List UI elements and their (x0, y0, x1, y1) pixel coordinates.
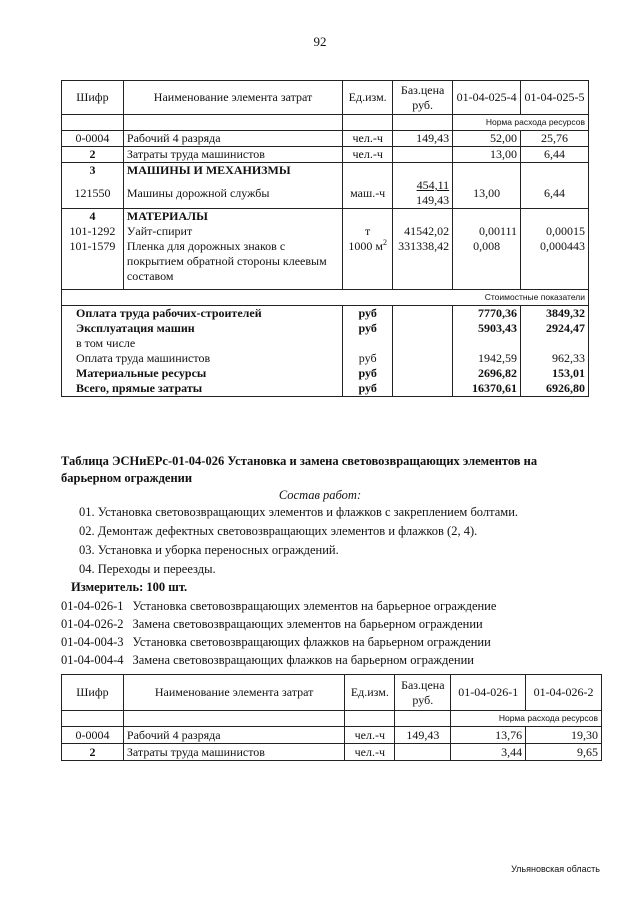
row-value-1: 13,00 (453, 178, 521, 209)
code-line (61, 617, 483, 632)
row-unit: маш.-ч (343, 178, 393, 209)
norm-label: Норма расхода ресурсов (453, 115, 589, 131)
code-line (61, 599, 496, 614)
code-text: Замена световозвращающих флажков на барьерном ограждении (132, 653, 474, 667)
cost-label: Стоимостные показатели (343, 289, 589, 305)
cost-value-1: 2696,82 (453, 366, 521, 381)
cost-row (62, 336, 589, 351)
row-price (393, 147, 453, 163)
row-value-2: 6,44 (521, 147, 589, 163)
row-unit: чел.-ч (343, 131, 393, 147)
work-item: 03. Установка и уборка переносных ограждений. (79, 543, 339, 557)
table-header-row (62, 81, 589, 115)
row-price: 41542,02 (393, 224, 453, 239)
header-code: Шифр (62, 81, 124, 115)
header-name: Наименование элемента затрат (123, 675, 344, 711)
cost-unit: руб (343, 366, 393, 381)
section-name: МАШИНЫ И МЕХАНИЗМЫ (123, 163, 342, 179)
row-code: 2 (62, 744, 124, 761)
cost-row (62, 366, 589, 381)
header-name: Наименование элемента затрат (123, 81, 342, 115)
table-row (62, 131, 589, 147)
row-unit: чел.-ч (343, 147, 393, 163)
cost-name: Оплата труда рабочих-строителей (62, 305, 343, 321)
cost-name: Материальные ресурсы (62, 366, 343, 381)
cost-label-row (62, 289, 589, 305)
row-name: Машины дорожной службы (123, 178, 342, 209)
row-price: 331338,42 (393, 239, 453, 289)
table-title: Таблица ЭСНиЕРс-01-04-026 Установка и замена световозвращающих элементов на (61, 454, 538, 468)
section-name: МАТЕРИАЛЫ (123, 209, 342, 225)
header-price: Баз.цена руб. (393, 81, 453, 115)
header-unit: Ед.изм. (345, 675, 395, 711)
table-row (62, 239, 589, 289)
cost-value-2: 3849,32 (521, 305, 589, 321)
row-value-1: 13,00 (453, 147, 521, 163)
unit-superscript: 2 (382, 238, 387, 247)
resource-table-1 (61, 80, 589, 397)
work-item: 01. Установка световозвращающих элементов и флажков с закреплением болтами. (79, 505, 519, 519)
cost-value-2: 962,33 (521, 351, 589, 366)
cost-unit: руб (343, 351, 393, 366)
table-row (62, 727, 602, 744)
code-line (61, 653, 474, 668)
row-code: 101-1292 (62, 224, 124, 239)
row-code: 121550 (62, 178, 124, 209)
row-unit: т (343, 224, 393, 239)
row-value-2: 9,65 (526, 744, 602, 761)
row-code: 2 (62, 147, 124, 163)
table-section-row (62, 209, 589, 225)
row-price (393, 178, 453, 209)
row-value-1: 0,00111 (453, 224, 521, 239)
cost-value-2: 153,01 (521, 366, 589, 381)
composition-title: Состав работ: (278, 488, 362, 502)
row-unit: чел.-ч (345, 727, 395, 744)
norm-label: Норма расхода ресурсов (451, 711, 602, 727)
table-section-row (62, 163, 589, 179)
cost-unit: руб (343, 381, 393, 397)
row-value-1: 3,44 (451, 744, 526, 761)
row-value-2: 0,000443 (521, 239, 589, 289)
code-text: Установка световозвращающих флажков на барьерном ограждении (132, 635, 491, 649)
row-name: Затраты труда машинистов (123, 744, 344, 761)
cost-row (62, 305, 589, 321)
row-value-2: 6,44 (521, 178, 589, 209)
table-title-continued: барьерном ограждении (61, 471, 193, 485)
section-code: 4 (62, 209, 124, 225)
row-name: Рабочий 4 разряда (123, 131, 342, 147)
footer-region: Ульяновская область (511, 864, 600, 874)
code-id: 01-04-004-3 (61, 635, 124, 649)
cost-row (62, 351, 589, 366)
row-price: 149,43 (393, 131, 453, 147)
header-col-1: 01-04-026-1 (451, 675, 526, 711)
cost-value-2: 2924,47 (521, 321, 589, 336)
row-value-2: 0,00015 (521, 224, 589, 239)
row-price-primary: 454,11 (416, 178, 450, 192)
code-id: 01-04-026-2 (61, 617, 124, 631)
header-code: Шифр (62, 675, 124, 711)
cost-name: Всего, прямые затраты (62, 381, 343, 397)
cost-name: в том числе (62, 336, 343, 351)
header-unit: Ед.изм. (343, 81, 393, 115)
row-unit (343, 239, 393, 289)
table-row (62, 744, 602, 761)
header-col-1: 01-04-025-4 (453, 81, 521, 115)
row-code: 0-0004 (62, 131, 124, 147)
header-col-2: 01-04-025-5 (521, 81, 589, 115)
code-line (61, 635, 491, 650)
work-item: 02. Демонтаж дефектных световозвращающих элементов и флажков (2, 4). (79, 524, 478, 538)
table-row (62, 178, 589, 209)
row-price-secondary: 149,43 (416, 193, 450, 207)
header-col-2: 01-04-026-2 (526, 675, 602, 711)
cost-value-2: 6926,80 (521, 381, 589, 397)
header-price: Баз.цена руб. (395, 675, 451, 711)
resource-table-2 (61, 674, 602, 761)
norm-label-row (62, 115, 589, 131)
cost-value-1: 16370,61 (453, 381, 521, 397)
code-text: Замена световозвращающих элементов на барьерном ограждении (132, 617, 483, 631)
row-price (395, 744, 451, 761)
row-name: Уайт-спирит (123, 224, 342, 239)
row-value-2: 25,76 (521, 131, 589, 147)
code-id: 01-04-026-1 (61, 599, 124, 613)
cost-value-1: 5903,43 (453, 321, 521, 336)
row-value-1: 13,76 (451, 727, 526, 744)
row-unit: чел.-ч (345, 744, 395, 761)
row-name: Пленка для дорожных знаков с покрытием обратной стороны клеевым составом (123, 239, 342, 289)
row-name: Затраты труда машинистов (123, 147, 342, 163)
measure-unit: Измеритель: 100 шт. (71, 580, 188, 594)
row-code: 0-0004 (62, 727, 124, 744)
table-header-row (62, 675, 602, 711)
cost-value-1: 1942,59 (453, 351, 521, 366)
table-row (62, 147, 589, 163)
row-value-1: 0,008 (453, 239, 521, 289)
row-code: 101-1579 (62, 239, 124, 289)
cost-unit: руб (343, 305, 393, 321)
cost-value-1: 7770,36 (453, 305, 521, 321)
code-text: Установка световозвращающих элементов на барьерное ограждение (132, 599, 497, 613)
cost-name: Оплата труда машинистов (62, 351, 343, 366)
row-name: Рабочий 4 разряда (123, 727, 344, 744)
table-row (62, 224, 589, 239)
unit-text: 1000 м (348, 239, 383, 253)
page-number: 92 (313, 34, 327, 49)
norm-label-row (62, 711, 602, 727)
work-item: 04. Переходы и переезды. (79, 562, 216, 576)
code-id: 01-04-004-4 (61, 653, 124, 667)
row-price: 149,43 (395, 727, 451, 744)
cost-row (62, 321, 589, 336)
row-value-1: 52,00 (453, 131, 521, 147)
cost-name: Эксплуатация машин (62, 321, 343, 336)
section-code: 3 (62, 163, 124, 179)
cost-unit: руб (343, 321, 393, 336)
cost-row (62, 381, 589, 397)
row-value-2: 19,30 (526, 727, 602, 744)
